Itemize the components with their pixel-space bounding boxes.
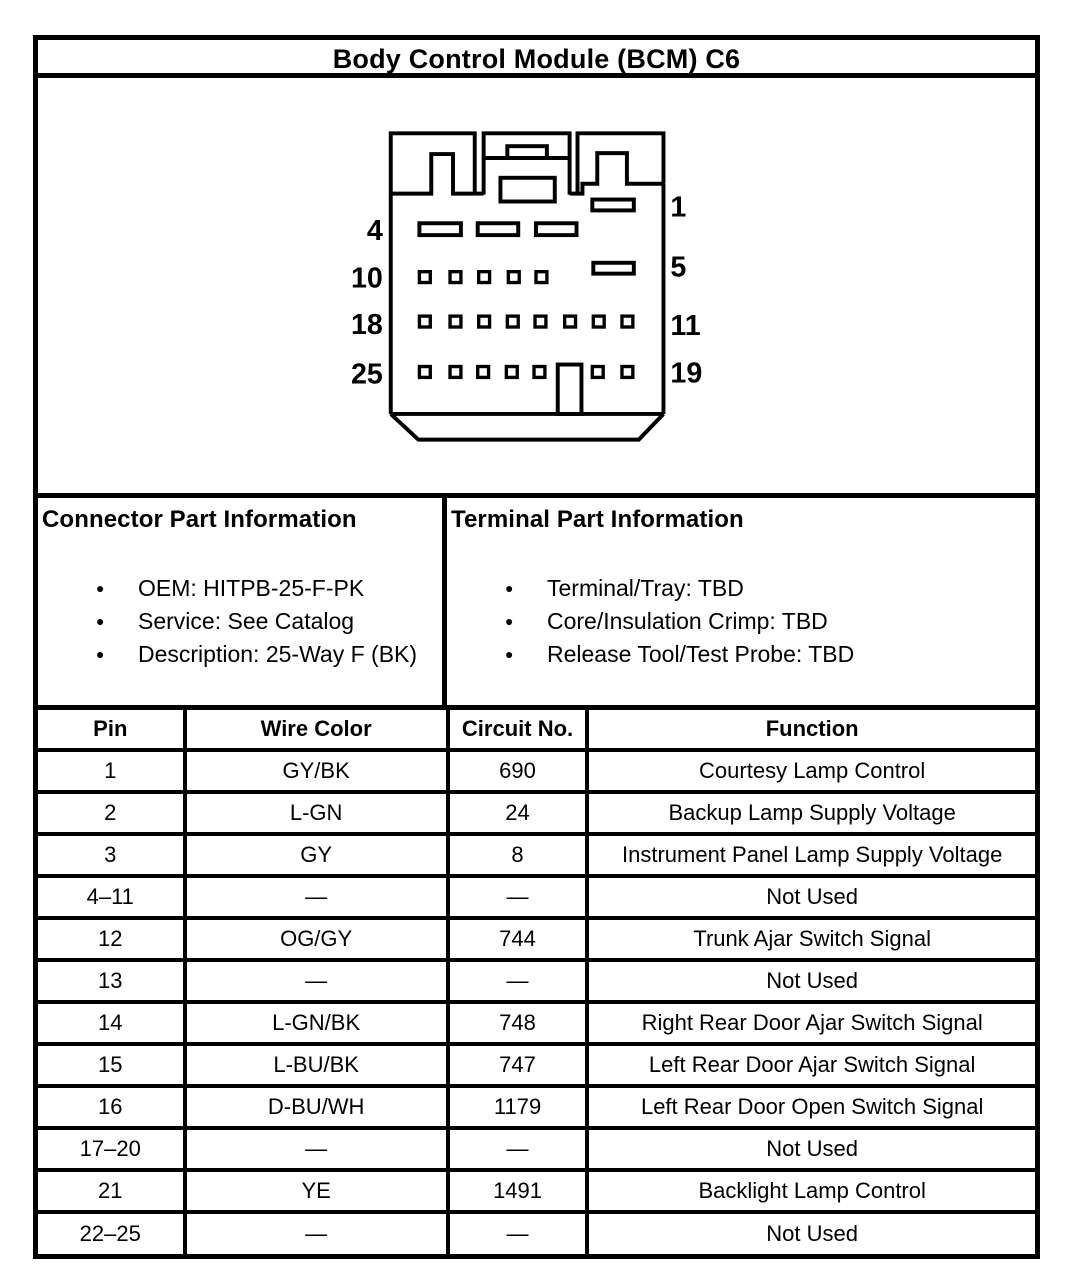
table-row (38, 1212, 1035, 1254)
list-item: ● Service: See Catalog (38, 605, 442, 638)
wire-color-cell: L-GN/BK (185, 1002, 448, 1044)
pin-row-label-18: 18 (350, 308, 383, 341)
function-cell: Not Used (587, 960, 1035, 1002)
pin-cell: 13 (38, 960, 185, 1002)
function-cell: Right Rear Door Ajar Switch Signal (587, 1002, 1035, 1044)
pin-cell: 15 (38, 1044, 185, 1086)
circuit-cell: 1491 (448, 1170, 588, 1212)
function-cell: Left Rear Door Ajar Switch Signal (587, 1044, 1035, 1086)
column-header-pin: Pin (38, 710, 185, 750)
pin-row-label-10: 10 (350, 262, 383, 295)
bcm-connector-diagram-icon (38, 78, 1035, 493)
table-row (38, 918, 1035, 960)
table-row (38, 1086, 1035, 1128)
pin-row-label-1: 1 (670, 191, 687, 224)
circuit-cell: 744 (448, 918, 588, 960)
table-row (38, 960, 1035, 1002)
list-item: ● Description: 25-Way F (BK) (38, 638, 442, 671)
list-item: ● Core/Insulation Crimp: TBD (447, 605, 1035, 638)
pin-cell: 21 (38, 1170, 185, 1212)
wire-color-cell: GY (185, 834, 448, 876)
circuit-cell: — (448, 1212, 588, 1254)
pin-row-label-5: 5 (670, 251, 687, 284)
wire-color-cell: L-GN (185, 792, 448, 834)
terminal-part-information (447, 498, 1035, 705)
function-cell: Courtesy Lamp Control (587, 750, 1035, 792)
function-cell: Not Used (587, 876, 1035, 918)
table-row (38, 1044, 1035, 1086)
wire-color-cell: YE (185, 1170, 448, 1212)
circuit-cell: 690 (448, 750, 588, 792)
function-cell: Trunk Ajar Switch Signal (587, 918, 1035, 960)
list-item: ● Release Tool/Test Probe: TBD (447, 638, 1035, 671)
function-cell: Instrument Panel Lamp Supply Voltage (587, 834, 1035, 876)
circuit-cell: 24 (448, 792, 588, 834)
table-row (38, 1128, 1035, 1170)
wire-color-cell: — (185, 1128, 448, 1170)
wire-color-cell: OG/GY (185, 918, 448, 960)
document-sheet (33, 35, 1040, 1259)
table-row (38, 834, 1035, 876)
table-row (38, 1170, 1035, 1212)
function-cell: Backlight Lamp Control (587, 1170, 1035, 1212)
column-header-wire-color: Wire Color (185, 710, 448, 750)
connector-part-information-heading: Connector Part Information (42, 506, 357, 533)
circuit-cell: 748 (448, 1002, 588, 1044)
pin-row-label-19: 19 (670, 357, 703, 390)
terminal-part-information-list (447, 572, 1035, 671)
circuit-cell: — (448, 1128, 588, 1170)
circuit-cell: 1179 (448, 1086, 588, 1128)
circuit-cell: — (448, 960, 588, 1002)
pin-row-label-11: 11 (670, 309, 701, 342)
function-cell: Backup Lamp Supply Voltage (587, 792, 1035, 834)
terminal-part-information-heading: Terminal Part Information (451, 506, 744, 533)
circuit-cell: 8 (448, 834, 588, 876)
pin-cell: 14 (38, 1002, 185, 1044)
column-header-circuit-no: Circuit No. (448, 710, 588, 750)
circuit-cell: 747 (448, 1044, 588, 1086)
pinout-table (38, 710, 1035, 1254)
table-row (38, 876, 1035, 918)
circuit-cell: — (448, 876, 588, 918)
pin-cell: 17–20 (38, 1128, 185, 1170)
wire-color-cell: D-BU/WH (185, 1086, 448, 1128)
pin-cell: 22–25 (38, 1212, 185, 1254)
wire-color-cell: — (185, 960, 448, 1002)
connector-part-information (38, 498, 447, 705)
pin-cell: 3 (38, 834, 185, 876)
list-item: ● Terminal/Tray: TBD (447, 572, 1035, 605)
pin-cell: 1 (38, 750, 185, 792)
connector-part-information-list (38, 572, 442, 671)
column-header-function: Function (587, 710, 1035, 750)
table-row (38, 750, 1035, 792)
pin-row-label-25: 25 (350, 358, 383, 391)
function-cell: Left Rear Door Open Switch Signal (587, 1086, 1035, 1128)
pin-cell: 2 (38, 792, 185, 834)
pin-cell: 16 (38, 1086, 185, 1128)
wire-color-cell: — (185, 1212, 448, 1254)
pin-cell: 12 (38, 918, 185, 960)
list-item: ● OEM: HITPB-25-F-PK (38, 572, 442, 605)
table-row (38, 1002, 1035, 1044)
page-title: Body Control Module (BCM) C6 (38, 40, 1035, 78)
function-cell: Not Used (587, 1128, 1035, 1170)
pin-cell: 4–11 (38, 876, 185, 918)
wire-color-cell: GY/BK (185, 750, 448, 792)
connector-diagram-area (38, 78, 1035, 498)
function-cell: Not Used (587, 1212, 1035, 1254)
table-header-row (38, 710, 1035, 750)
table-row (38, 792, 1035, 834)
part-information-row (38, 498, 1035, 710)
wire-color-cell: L-BU/BK (185, 1044, 448, 1086)
pin-row-label-4: 4 (366, 215, 383, 248)
wire-color-cell: — (185, 876, 448, 918)
